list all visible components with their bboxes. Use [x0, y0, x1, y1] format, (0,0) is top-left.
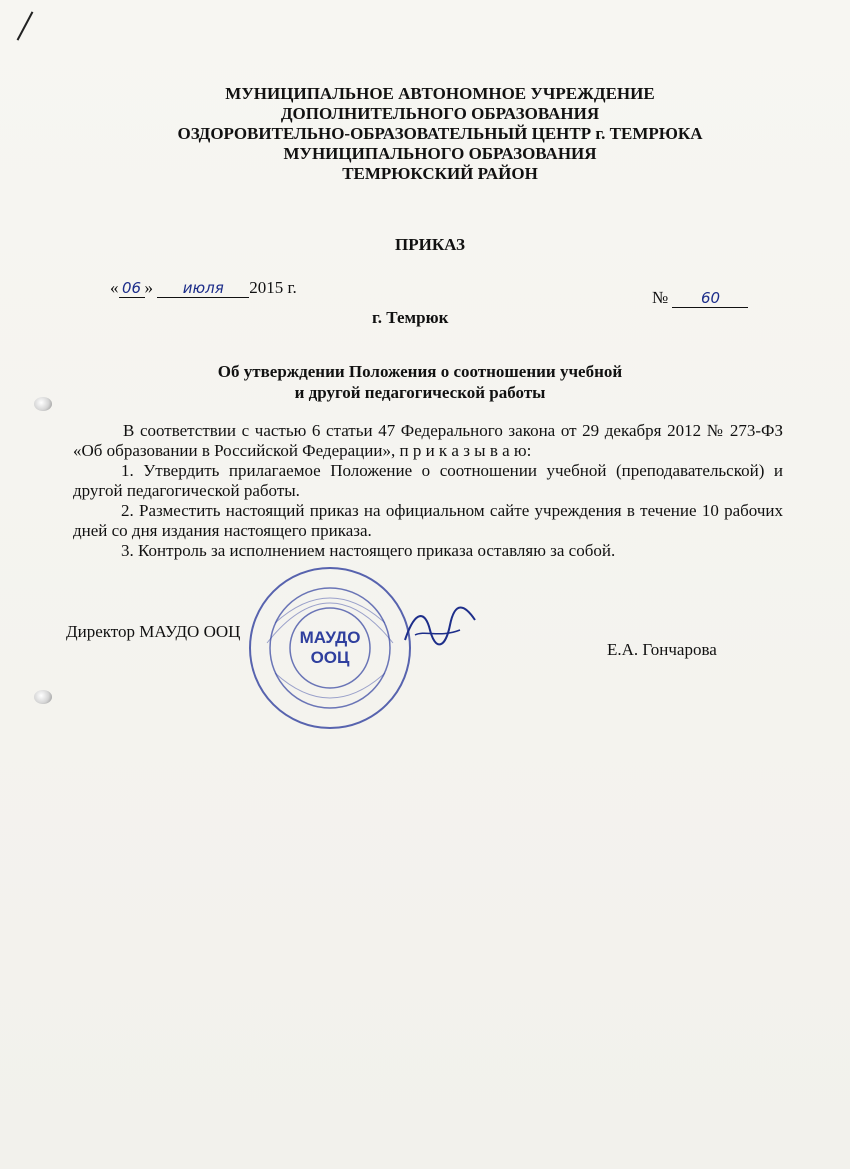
stamp-text-line2: ООЦ	[310, 648, 350, 667]
punch-hole-top	[34, 397, 52, 411]
date-year: 2015 г.	[249, 278, 297, 297]
number-label: №	[652, 288, 669, 307]
order-subject	[200, 361, 640, 403]
order-city: г. Темрюк	[372, 308, 449, 327]
official-stamp	[245, 563, 415, 733]
signer-position: Директор МАУДО ООЦ	[66, 622, 241, 641]
preamble-paragraph: В соответствии с частью 6 статьи 47 Федерального закона от 29 декабря 2012 № 273-ФЗ «Об образовании в Российской Федерации», п р и к а з ы в а ю:	[73, 421, 783, 460]
order-number	[652, 288, 748, 308]
header-line: МУНИЦИПАЛЬНОЕ АВТОНОМНОЕ УЧРЕЖДЕНИЕ	[225, 84, 655, 103]
header-line: ДОПОЛНИТЕЛЬНОГО ОБРАЗОВАНИЯ	[280, 104, 600, 123]
document-type-title: ПРИКАЗ	[395, 235, 465, 254]
date-quote-open: «	[110, 278, 119, 297]
order-item-1: 1. Утвердить прилагаемое Положение о соотношении учебной (преподавательской) и другой педагогической работы.	[73, 461, 783, 500]
stamp-text-line1: МАУДО	[299, 628, 361, 647]
organization-header	[100, 84, 780, 184]
date-day-handwritten: 06	[119, 279, 145, 298]
handwritten-signature	[400, 600, 480, 655]
header-line: ТЕМРЮКСКИЙ РАЙОН	[342, 164, 538, 183]
scan-edge-mark	[17, 11, 34, 40]
punch-hole-bottom	[34, 690, 52, 704]
header-line: МУНИЦИПАЛЬНОГО ОБРАЗОВАНИЯ	[283, 144, 597, 163]
number-handwritten: 60	[672, 289, 748, 308]
order-item-3: 3. Контроль за исполнением настоящего приказа оставляю за собой.	[121, 541, 616, 560]
order-date	[110, 278, 297, 298]
date-month-handwritten: июля	[157, 279, 249, 298]
subject-line: и другой педагогической работы	[294, 383, 546, 402]
subject-line: Об утверждении Положения о соотношении учебной	[217, 362, 623, 381]
order-item-2: 2. Разместить настоящий приказ на официальном сайте учреждения в течение 10 рабочих дней со дня издания настоящего приказа.	[73, 501, 783, 540]
date-quote-close: »	[144, 278, 153, 297]
signer-name: Е.А. Гончарова	[607, 640, 717, 659]
header-line: ОЗДОРОВИТЕЛЬНО-ОБРАЗОВАТЕЛЬНЫЙ ЦЕНТР г. ТЕМРЮКА	[177, 124, 703, 143]
order-body	[73, 421, 783, 561]
